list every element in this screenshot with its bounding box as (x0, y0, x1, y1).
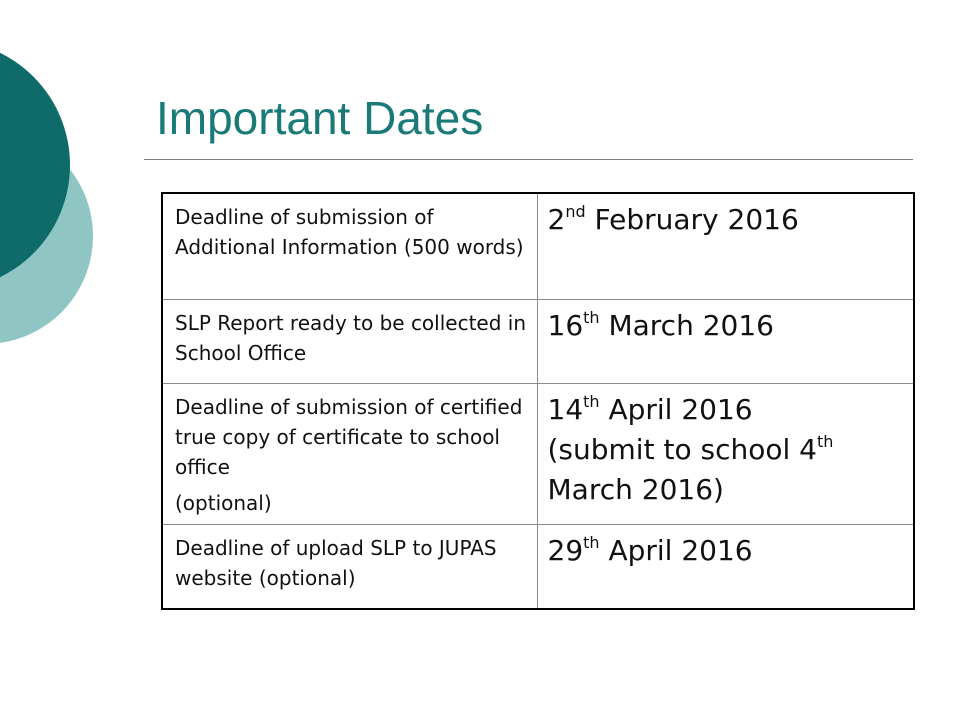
table-row (162, 383, 914, 524)
table-row (162, 299, 914, 383)
date-note (548, 430, 906, 510)
date-ordinal-suffix: th (583, 307, 600, 327)
date-month-year: April 2016 (599, 392, 753, 426)
date-month-year: February 2016 (585, 203, 799, 236)
title-divider (144, 159, 913, 160)
description-cell (162, 299, 537, 383)
important-dates-table (161, 192, 915, 610)
date-text (548, 200, 906, 240)
table-row (162, 193, 914, 299)
date-note-prefix: (submit to school 4 (547, 432, 817, 466)
date-day: 2 (547, 203, 566, 236)
decorative-circles (0, 0, 120, 400)
table-row (162, 524, 914, 609)
date-text (548, 306, 906, 346)
date-month-year: April 2016 (599, 533, 753, 567)
date-text (548, 390, 906, 430)
date-ordinal-suffix: th (583, 532, 600, 552)
date-cell (537, 383, 914, 524)
date-day: 14 (547, 392, 584, 426)
date-ordinal-suffix: nd (565, 202, 586, 221)
description-note: (optional) (175, 490, 272, 515)
date-cell (537, 193, 914, 299)
date-cell (537, 524, 914, 609)
date-cell (537, 299, 914, 383)
description-cell (162, 524, 537, 609)
description-cell (162, 383, 537, 524)
description-text: Deadline of submission of Additional Information (500 words) (175, 205, 524, 259)
date-note-rest: March 2016) (547, 472, 724, 506)
date-month-year: March 2016 (599, 308, 774, 342)
date-ordinal-suffix: th (816, 431, 834, 451)
date-day: 16 (547, 308, 584, 342)
description-text: Deadline of submission of certified true copy of certificate to school office (175, 394, 523, 479)
date-text (548, 531, 906, 571)
description-cell (162, 193, 537, 299)
date-day: 29 (547, 533, 584, 567)
page-title: Important Dates (156, 92, 484, 144)
description-text: Deadline of upload SLP to JUPAS website (optional) (175, 535, 497, 590)
description-text: SLP Report ready to be collected in School Office (175, 310, 527, 365)
date-ordinal-suffix: th (583, 391, 600, 411)
